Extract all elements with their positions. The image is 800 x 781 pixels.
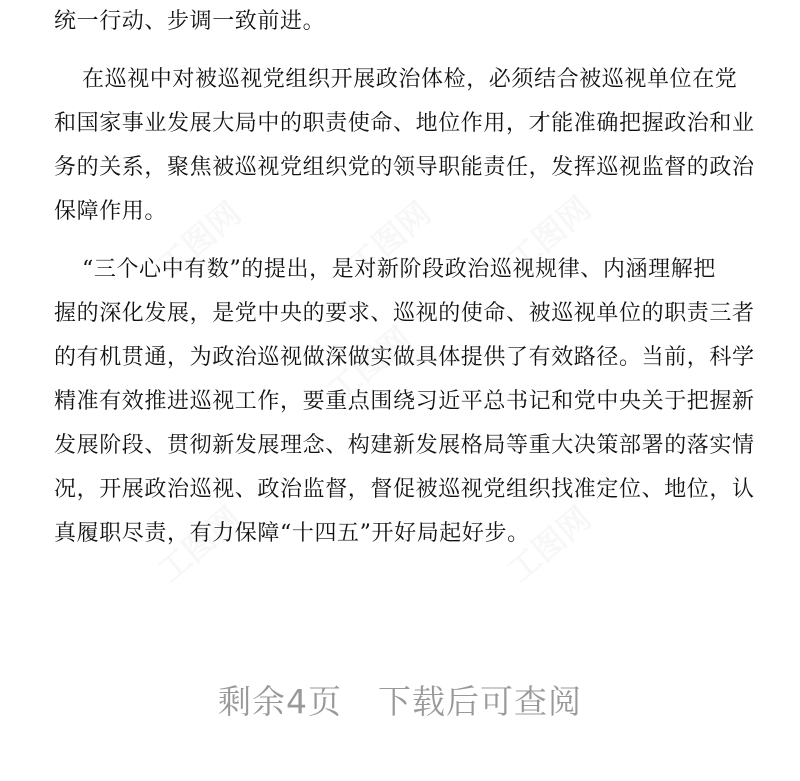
text-line: 和国家事业发展大局中的职责使命、地位作用，才能准确把握政治和业: [54, 111, 755, 136]
text-line: 况，开展政治巡视、政治监督，督促被巡视党组织找准定位、地位，认: [54, 477, 755, 502]
download-prompt[interactable]: [0, 680, 800, 724]
text-line: 务的关系，聚焦被巡视党组织党的领导职能责任，发挥巡视监督的政治: [54, 155, 755, 180]
text-line: 在巡视中对被巡视党组织开展政治体检，必须结合被巡视单位在党: [82, 67, 738, 92]
text-line: “三个心中有数”的提出，是对新阶段政治巡视规律、内涵理解把: [82, 257, 716, 282]
document-body: [54, 0, 754, 556]
text-line: 统一行动、步调一致前进。: [54, 9, 326, 34]
text-line: 真履职尽责，有力保障“十四五”开好局起好步。: [54, 521, 530, 546]
remaining-pages-label: 剩余4页: [218, 682, 342, 721]
text-line: 握的深化发展，是党中央的要求、巡视的使命、被巡视单位的职责三者: [54, 301, 755, 326]
watermark: 工图网: [500, 189, 599, 280]
paragraph-gap: [54, 234, 754, 248]
text-line: 精准有效推进巡视工作，要重点围绕习近平总书记和党中央关于把握新: [54, 389, 755, 414]
text-line: 保障作用。: [54, 199, 168, 224]
watermark: 工图网: [150, 499, 249, 590]
paragraph-gap: [54, 44, 754, 58]
watermark: 工图网: [500, 499, 599, 590]
watermark: 工图网: [320, 319, 419, 410]
watermark: 工图网: [150, 194, 249, 285]
text-line: 的有机贯通，为政治巡视做深做实做具体提供了有效路径。当前，科学: [54, 345, 755, 370]
download-to-view-label: 下载后可查阅: [378, 682, 582, 721]
text-line: 发展阶段、贯彻新发展理念、构建新发展格局等重大决策部署的落实情: [54, 433, 755, 458]
watermark: 工图网: [340, 194, 439, 285]
